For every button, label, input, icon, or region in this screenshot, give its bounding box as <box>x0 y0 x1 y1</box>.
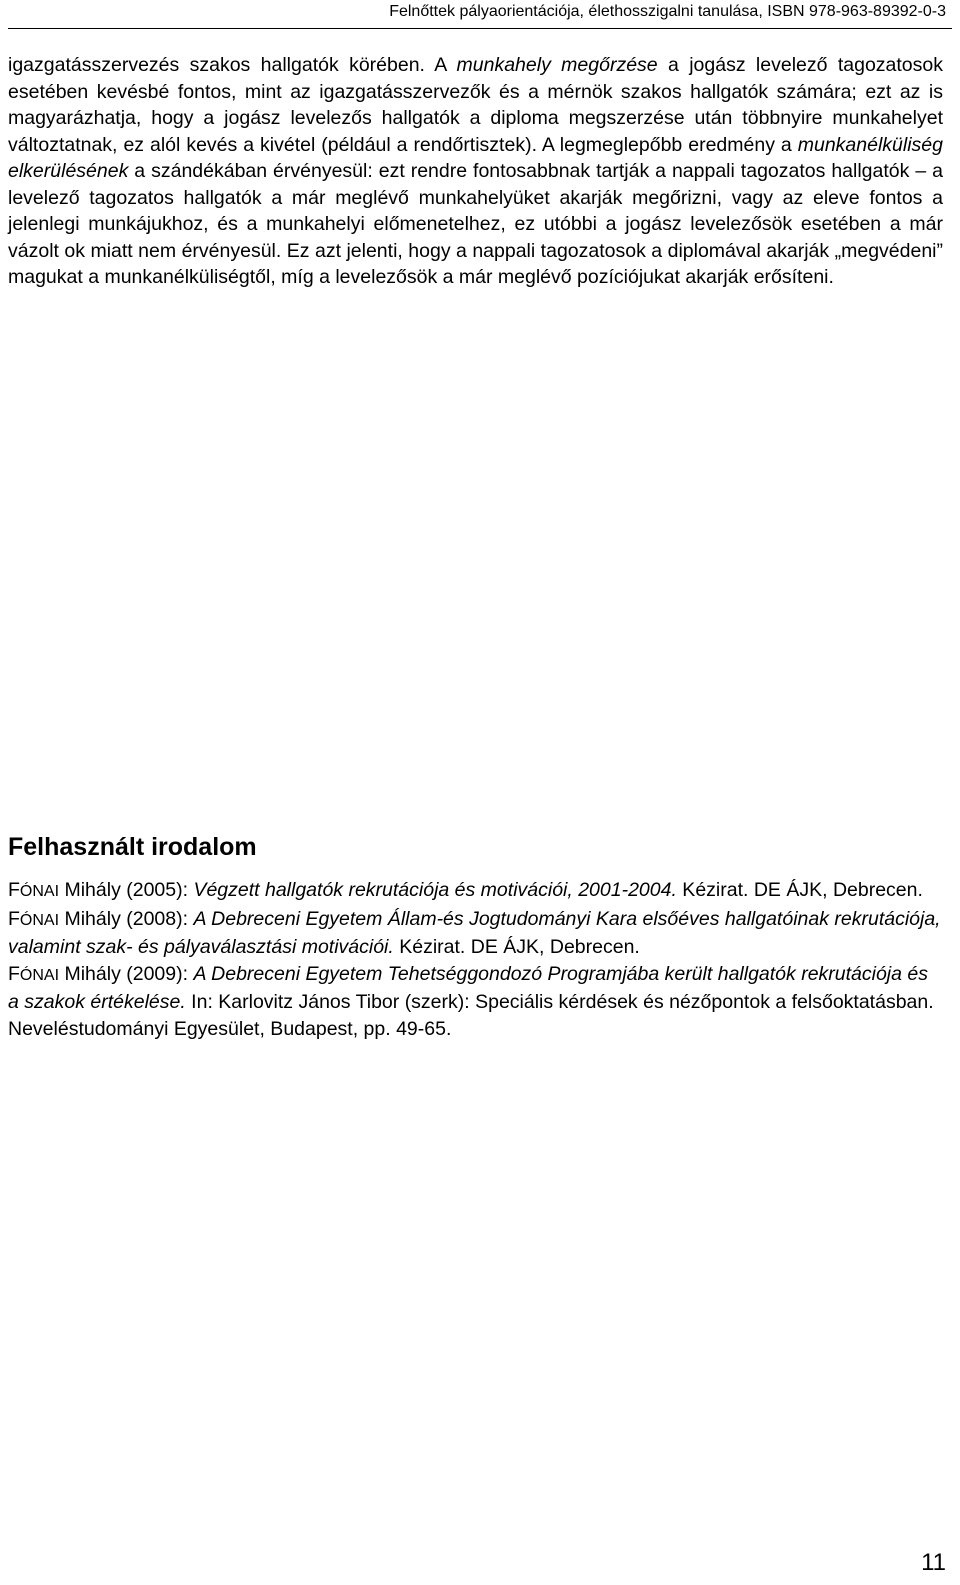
reference-source: Kézirat. DE ÁJK, Debrecen. <box>393 936 640 958</box>
reference-source: Kézirat. DE ÁJK, Debrecen. <box>676 879 923 901</box>
body-text: a jogász levelező tagozatosok esetében kevésbé fontos, mint az igazgatásszervezők és a mérnök szakos hallgatók számára; ezt az is magyarázhatja, hogy a jogász levelezős hallgatók a diploma megszerzése után többnyire munkahelyet változtatnak, ez alól kevés a kivétel (például a rendőrtisztek). A legmeglepőbb eredmény a <box>8 54 943 156</box>
author-year: Mihály (2009): <box>59 962 194 985</box>
author-surname: ÓNAI <box>19 883 60 900</box>
body-paragraph <box>8 52 943 291</box>
author-initial: F <box>8 879 20 901</box>
author-year: Mihály (2008): <box>59 907 194 930</box>
page-number: 11 <box>921 1549 946 1576</box>
author-initial: F <box>8 907 20 930</box>
reference-item <box>8 877 943 906</box>
reference-title: Végzett hallgatók rekrutációja és motivációi, 2001-2004. <box>193 879 677 901</box>
reference-list <box>8 877 943 1042</box>
author-surname: ÓNAI <box>19 966 60 984</box>
reference-item <box>8 961 943 1043</box>
body-text: igazgatásszervezés szakos hallgatók körében. A <box>8 54 457 76</box>
running-header: Felnőttek pályaorientációja, élethosszigalni tanulása, ISBN 978-963-89392-0-3 <box>389 3 946 20</box>
author-year: Mihály (2005): <box>59 879 194 901</box>
author-surname: ÓNAI <box>19 911 60 929</box>
body-emphasis: munkahely megőrzése <box>456 54 658 76</box>
reference-title: A Debreceni Egyetem Tehetséggondozó Programjába került hallgatók rekrutációja és a szakok értékelése. <box>8 962 929 1013</box>
body-emphasis: munkanélküliség elkerülésének <box>8 133 943 182</box>
reference-item <box>8 906 943 961</box>
reference-title: A Debreceni Egyetem Állam-és Jogtudományi Kara elsőéves hallgatóinak rekrutációja, valamint szak- és pályaválasztási motivációi. <box>8 907 941 958</box>
references-heading: Felhasznált irodalom <box>8 833 257 861</box>
body-text: a szándékában érvényesül: ezt rendre fontosabbnak tartják a nappali tagozatos hallgatók – a levelező tagozatos hallgatók a már meglévő munkahelyüket akarják megőrizni, vagy az eleve fontos a jelenlegi munkájukhoz, és a munkahelyi előmenetelhez, ez utóbbi a jogász levelezősök esetében a már vázolt ok miatt nem érvényesül. Ez azt jelenti, hogy a nappali tagozatosok a diplomával akarják „megvédeni” magukat a munkanélküliségtől, míg a levelezősök a már meglévő pozíciójukat akarják erősíteni. <box>8 160 943 288</box>
reference-source: In: Karlovitz János Tibor (szerk): Speciális kérdések és nézőpontok a felsőoktatásban. Neveléstudományi Egyesület, Budapest, pp. 49-65. <box>8 991 934 1040</box>
author-initial: F <box>8 962 20 985</box>
header-rule <box>8 28 952 29</box>
